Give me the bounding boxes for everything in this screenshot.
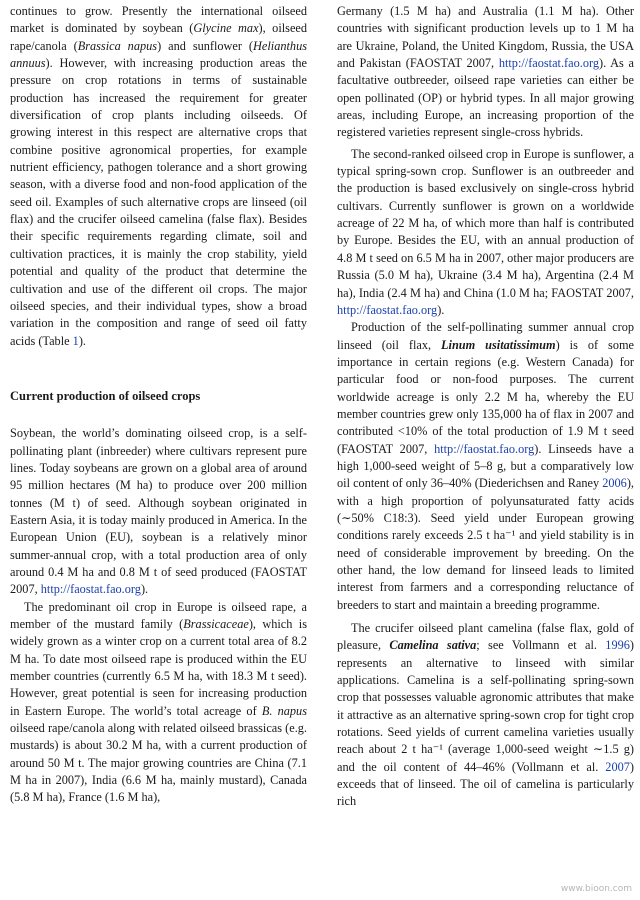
left-column — [10, 3, 307, 807]
rape-countries-paragraph: Germany (1.5 M ha) and Australia (1.1 M ha). Other countries with significant production levels up to 1 M ha are Ukraine, Poland, the United Kingdom, Russia, the USA and Pakistan (FAOSTAT 2007, http://faostat.fao.org). As a facultative outbreeder, oilseed rape varieties can either be open pollinated (OP) or hybrid types. In all major growing areas, including Europe, an increasing proportion of the registered varieties represent single-cross hybrids. — [337, 4, 634, 140]
citation-year-link[interactable]: 1996 — [605, 638, 630, 653]
watermark: www.bioon.com — [560, 883, 632, 894]
faostat-link[interactable]: http://faostat.fao.org — [498, 56, 599, 71]
soybean-paragraph: Soybean, the world’s dominating oilseed crop, is a self-pollinating plant (inbreeder) where cultivars represent pure lines. Today soybeans are grown on a global area of around 95 million hectares (M ha) to produce over 200 million tonnes (M t) of seed. Although soybean originated in Eastern Asia, it is today mainly produced in America. In the European Union (EU), soybean is a relatively minor summer-annual crop, with a total production area of only around 0.4 M ha and 0.8 M t of seed produced (FAOSTAT 2007, http://faostat.fao.org). — [10, 426, 307, 597]
section-heading: Current production of oilseed crops — [10, 388, 201, 403]
faostat-link[interactable]: http://faostat.fao.org — [434, 441, 535, 456]
faostat-link[interactable]: http://faostat.fao.org — [337, 302, 438, 317]
species-brassica-napus: Brassica napus — [77, 38, 158, 53]
table-reference-link[interactable]: 1 — [72, 333, 79, 348]
sunflower-paragraph: The second-ranked oilseed crop in Europe is sunflower, a typical spring-sown crop. Sunflower is an outbreeder and the production is based exclusively on single-cross hybrid cultivars. Currently sunflower is grown on a worldwide acreage of 22 M ha, of which more than half is contributed by Europe. Besides the EU, with an annual production of 4.8 M t seed on 6.5 M ha in 2007, other major producers are Russia (5.0 M ha), Ukraine (3.4 M ha), Argentina (2.4 M ha), India (2.4 M ha) and China (1.0 M ha; FAOSTAT 2007, http://faostat.fao.org). — [337, 146, 634, 317]
species-glycine: Glycine max — [193, 21, 259, 36]
intro-paragraph: continues to grow. Presently the international oilseed market is dominated by soybean (Glycine max), oilseed rape/canola (Brassica napus) and sunflower (Helianthus annuus). However, with increasing production areas the pressure on crop rotations in terms of sustainable production has increased the requirement for greater diversification of crop plants including oilseeds. Of growing interest in this respect are alternative crops that combine positive agronomical properties, for example nutrient efficiency, pathogen tolerance and a short growing season, with a diverse food and non-food application of the seed oil. Examples of such alternative crops are linseed (oil flax) and the crucifer oilseed camelina (false flax). Besides their specific requirements regarding climate, soil and cultivation practices, it is mainly the crop stability, yield potential and quality of the product that determine the cultivation and use of the different oil crops. The major oilseed species, and their individual types, show a broad variation in the composition and range of seed oil fatty acids (Table 1). — [10, 4, 308, 348]
species-b-napus: B. napus — [261, 703, 307, 718]
linseed-paragraph: Production of the self-pollinating summer annual crop linseed (oil flax, Linum usitatissimum) is of some importance in certain regions (e.g. Western Canada) for particular food or non-food purposes. The current worldwide acreage is only 2.2 M ha, whereby the EU member countries grew only 135,000 ha of flax in 2007 and contributed <10% of the total production of 1.9 M t seed (FAOSTAT 2007, http://faostat.fao.org). Linseeds have a high 1,000-seed weight of 5–8 g, but a comparatively low oil content of only 36–40% (Diederichsen and Raney 2006), with a high proportion of polyunsaturated fatty acids (∼50% C18:3). Seed yield under European growing conditions rarely exceeds 2.5 t ha⁻¹ and yield stability is in need of considerable improvement by breeding. On the other hand, the low demand for linseed leads to limited interest from farmers and a corresponding reluctance of breeders to start and maintain a breeding programme. — [337, 320, 634, 612]
citation-year-link[interactable]: 2006 — [602, 476, 627, 491]
oilseed-rape-paragraph: The predominant oil crop in Europe is oilseed rape, a member of the mustard family (Brassicaceae), which is widely grown as a winter crop on a current total area of 8.2 M ha. To date most oilseed rape is produced within the EU member countries (currently 6.5 M ha, with 18.3 M t seed). However, great potential is seen for increasing production in Eastern Europe. The world’s total acreage of B. napus oilseed rape/canola along with related oilseed brassicas (e.g. mustards) is about 30.2 M ha, with a current production of around 50 M t. The major growing countries are China (7.1 M ha in 2007), India (6.6 M ha, mainly mustard), Canada (5.8 M ha), France (1.6 M ha), — [10, 599, 307, 805]
faostat-link[interactable]: http://faostat.fao.org — [40, 582, 141, 597]
family-brassicaceae: Brassicaceae — [183, 617, 249, 631]
species-camelina: Camelina sativa — [389, 638, 477, 653]
species-helianthus: Helianthus annuus — [10, 38, 307, 71]
species-linum: Linum usitatissimum — [441, 337, 556, 352]
camelina-paragraph: The crucifer oilseed plant camelina (false flax, gold of pleasure, Camelina sativa; see Vollmann et al. 1996) represents an alternative to linseed with similar applications. Camelina is a self-pollinating spring-sown crop that possesses valuable agronomic attributes that make it attractive as an alternative spring-sown crop for tight crop rotations. Seed yields of current camelina varieties usually reach about 2 t ha⁻¹ (average 1,000-seed weight ∼1.5 g) and the oil content of 44–46% (Vollmann et al. 2007) exceeds that of linseed. The oil of camelina is particularly rich — [337, 621, 634, 809]
right-column — [337, 3, 634, 811]
citation-year-link[interactable]: 2007 — [605, 759, 630, 774]
